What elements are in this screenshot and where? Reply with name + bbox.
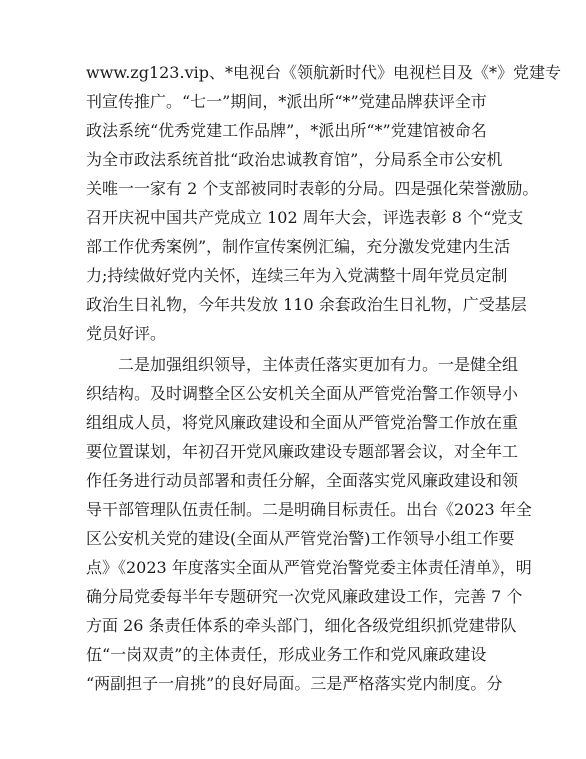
- text-line: 要位置谋划，年初召开党风廉政建设专题部署会议，对全年工: [86, 442, 519, 461]
- text-line: 政法系统“优秀党建工作品牌”，*派出所“*”党建馆被命名: [86, 121, 487, 140]
- text-line: 区公安机关党的建设(全面从严管党治警)工作领导小组工作要: [86, 529, 515, 548]
- paragraph-1: [86, 58, 561, 348]
- text-line: 部工作优秀案例”，制作宣传案例汇编，充分激发党建内生活: [86, 237, 511, 256]
- text-line: 为全市政法系统首批“政治忠诚教育馆”，分局系全市公安机: [86, 150, 503, 169]
- text-line: 导干部管理队伍责任制。二是明确目标责任。出台《2023 年全: [86, 500, 532, 519]
- text-line: 方面 26 条责任体系的牵头部门，细化各级党组织抓党建带队: [86, 616, 517, 635]
- text-line: 刊宣传推广。“七一”期间，*派出所“*”党建品牌获评全市: [86, 92, 487, 111]
- text-line: www.zg123.vip、*电视台《领航新时代》电视栏目及《*》党建专: [86, 63, 561, 82]
- paragraph-2: [86, 350, 532, 698]
- text-line: 召开庆祝中国共产党成立 102 周年大会，评选表彰 8 个“党支: [86, 208, 524, 227]
- text-line: 党员好评。: [86, 324, 167, 343]
- text-line: 二是加强组织领导，主体责任落实更加有力。一是健全组: [86, 355, 519, 374]
- text-line: 组组成人员，将党风廉政建设和全面从严管党治警工作放在重: [86, 413, 519, 432]
- text-line: 织结构。及时调整全区公安机关全面从严管党治警工作领导小: [86, 384, 519, 403]
- text-line: “两副担子一肩挑”的良好局面。三是严格落实党内制度。分: [86, 674, 503, 693]
- text-line: 关唯一一家有 2 个支部被同时表彰的分局。四是强化荣誉激励。: [86, 179, 539, 198]
- text-line: 力;持续做好党内关怀，连续三年为入党满整十周年党员定制: [86, 266, 508, 285]
- text-line: 点》《2023 年度落实全面从严管党治警党委主体责任清单》，明: [86, 558, 532, 577]
- text-line: 确分局党委每半年专题研究一次党风廉政建设工作，完善 7 个: [86, 587, 523, 606]
- text-line: 作任务进行动员部署和责任分解，全面落实党风廉政建设和领: [86, 471, 519, 490]
- text-line: 政治生日礼物，今年共发放 110 余套政治生日礼物，广受基层: [86, 295, 527, 314]
- text-line: 伍“一岗双责”的主体责任，形成业务工作和党风廉政建设: [86, 645, 487, 664]
